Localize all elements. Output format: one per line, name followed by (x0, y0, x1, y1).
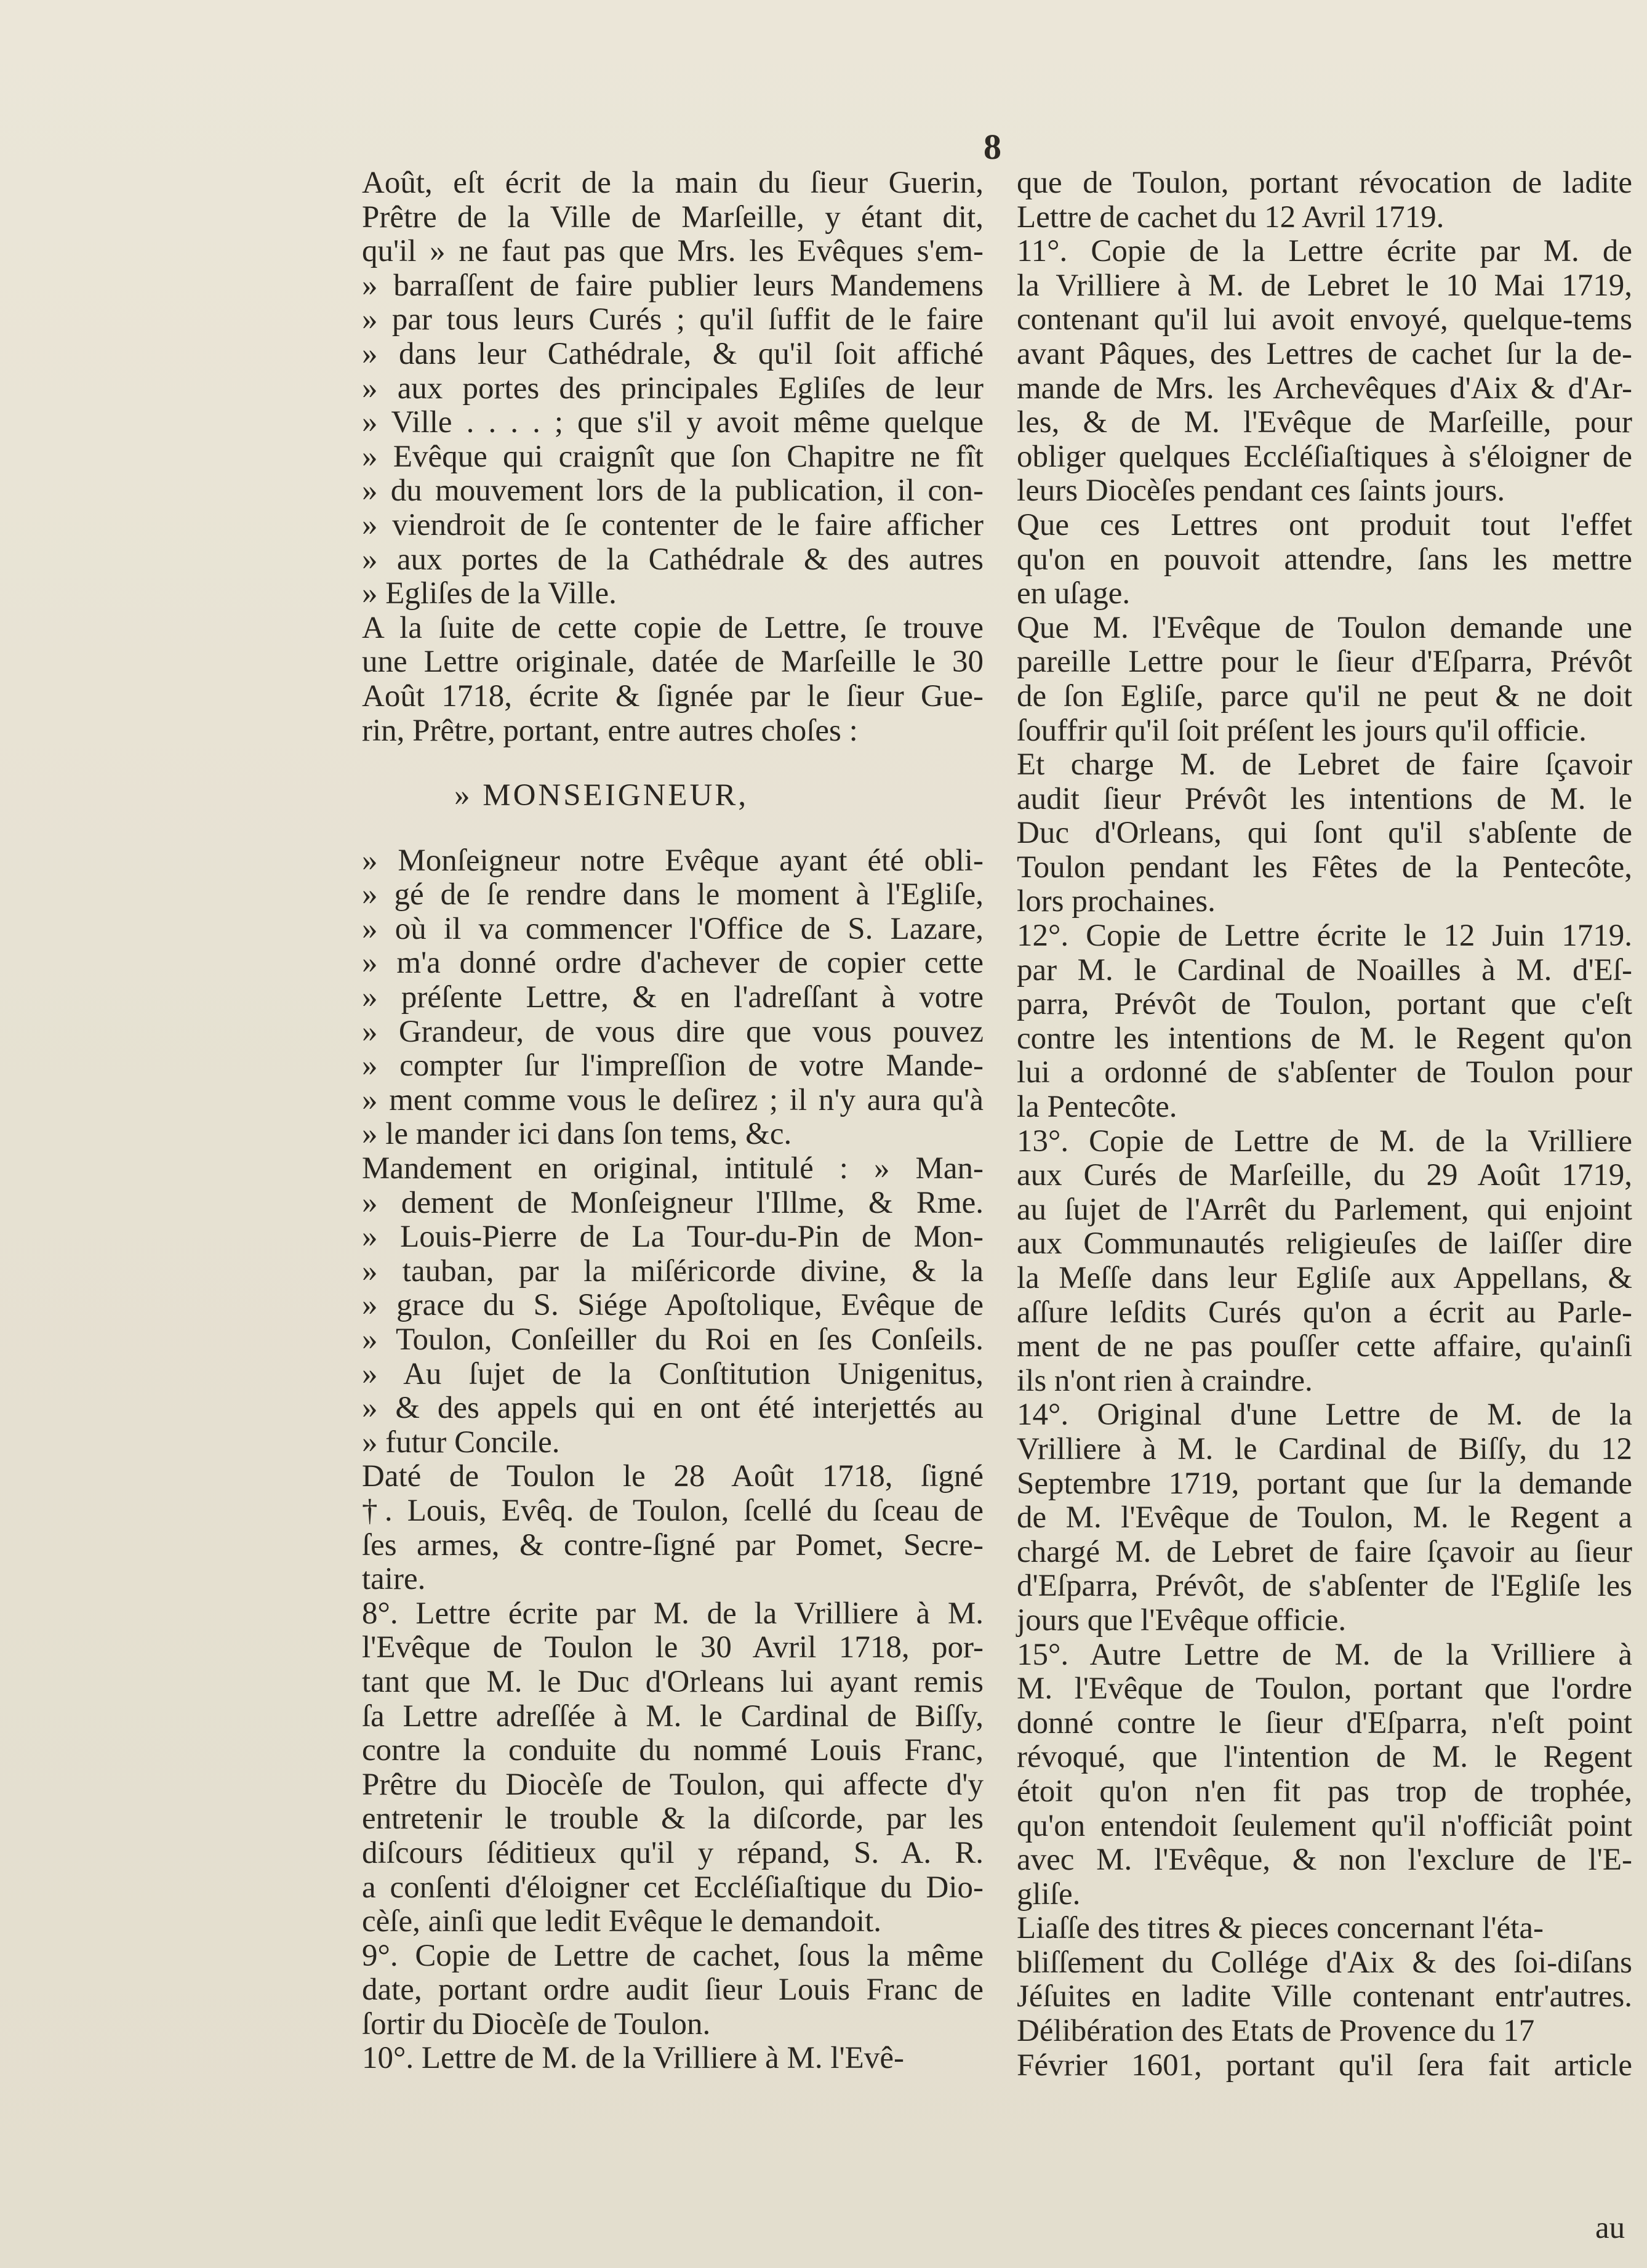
text-line: ſa Lettre adreſſée à M. le Cardinal de Biſſy, (362, 1699, 984, 1734)
text-line: †. Louis, Evêq. de Toulon, ſcellé du ſceau de (362, 1494, 984, 1528)
text-line: » Monſeigneur notre Evêque ayant été obli- (362, 843, 984, 878)
text-line: 15°. Autre Lettre de M. de la Vrilliere à (1017, 1638, 1632, 1672)
text-line: ment de ne pas pouſſer cette affaire, qu'ainſi (1017, 1330, 1632, 1364)
text-line: Toulon pendant les Fêtes de la Pentecôte, (1017, 850, 1632, 885)
text-line: Jéſuites en ladite Ville contenant entr'autres. (1017, 1980, 1632, 2014)
text-line: contre la conduite du nommé Louis Franc, (362, 1734, 984, 1768)
text-line: » Au ſujet de la Conſtitution Unigenitus, (362, 1357, 984, 1391)
text-line: avant Pâques, des Lettres de cachet ſur la de- (1017, 337, 1632, 371)
text-line: révoqué, que l'intention de M. le Regent (1017, 1740, 1632, 1775)
text-line: Vrilliere à M. le Cardinal de Biſſy, du 12 (1017, 1432, 1632, 1466)
text-line: Août, eſt écrit de la main du ſieur Guerin, (362, 166, 984, 200)
text-line: » aux portes des principales Egliſes de leur (362, 371, 984, 406)
right-column (1017, 166, 1632, 2083)
text-line: ſortir du Diocèſe de Toulon. (362, 2006, 711, 2041)
text-line: Prêtre de la Ville de Marſeille, y étant dit, (362, 200, 984, 235)
text-line: Duc d'Orleans, qui ſont qu'il s'abſente de (1017, 816, 1632, 851)
text-line: » compter ſur l'impreſſion de votre Mande- (362, 1049, 984, 1084)
text-line: par M. le Cardinal de Noailles à M. d'Eſ- (1017, 953, 1632, 987)
text-line: 8°. Lettre écrite par M. de la Vrilliere à M. (362, 1596, 984, 1631)
text-line: lors prochaines. (1017, 884, 1216, 919)
text-line: » dans leur Cathédrale, & qu'il ſoit affiché (362, 337, 984, 371)
text-line: de ſon Egliſe, parce qu'il ne peut & ne doit (1017, 679, 1632, 714)
text-line: aux Curés de Marſeille, du 29 Août 1719, (1017, 1159, 1632, 1193)
text-line: » où il va commencer l'Office de S. Lazare, (362, 912, 984, 946)
text-line: » Toulon, Conſeiller du Roi en ſes Conſeils. (362, 1323, 984, 1357)
text-line: » grace du S. Siége Apoſtolique, Evêque de (362, 1289, 984, 1323)
text-line: Lettre de cachet du 12 Avril 1719. (1017, 199, 1445, 235)
text-line: Et charge M. de Lebret de faire ſçavoir (1017, 748, 1632, 782)
text-line: » dement de Monſeigneur l'Illme, & Rme. (362, 1186, 984, 1220)
text-line: d'Eſparra, Prévôt, de s'abſenter de l'Egliſe les (1017, 1569, 1632, 1604)
text-line: cèſe, ainſi que ledit Evêque le demandoit. (362, 1904, 882, 1939)
catchword: au (1595, 2211, 1625, 2245)
text-line: » & des appels qui en ont été interjettés au (362, 1391, 984, 1426)
text-line: » Grandeur, de vous dire que vous pouvez (362, 1015, 984, 1049)
text-line: obliger quelques Eccléſiaſtiques à s'éloigner de (1017, 440, 1632, 474)
text-line: de M. l'Evêque de Toulon, M. le Regent a (1017, 1501, 1632, 1535)
text-line: date, portant ordre audit ſieur Louis Franc de (362, 1973, 984, 2008)
text-line: 12°. Copie de Lettre écrite le 12 Juin 1719. (1017, 919, 1632, 954)
text-line: Délibération des Etats de Provence du 17 (1017, 2014, 1535, 2049)
text-line: qu'on entendoit ſeulement qu'il n'officiât point (1017, 1809, 1632, 1843)
page-number: 8 (984, 127, 1001, 167)
text-line: audit ſieur Prévôt les intentions de M. le (1017, 782, 1632, 816)
text-line: la Meſſe dans leur Egliſe aux Appellans, & (1017, 1261, 1632, 1295)
text-line: entretenir le trouble & la diſcorde, par les (362, 1802, 984, 1836)
text-line: » futur Concile. (362, 1425, 560, 1460)
text-line: qu'on en pouvoit attendre, ſans les mettre (1017, 542, 1632, 577)
text-line: la Vrilliere à M. de Lebret le 10 Mai 1719, (1017, 268, 1632, 303)
text-line: leurs Diocèſes pendant ces ſaints jours. (1017, 473, 1505, 509)
text-line: bliſſement du Collége d'Aix & des ſoi-diſans (1017, 1945, 1632, 1980)
spacer (362, 813, 984, 844)
text-line: » préſente Lettre, & en l'adreſſant à votre (362, 981, 984, 1015)
text-line: 14°. Original d'une Lettre de M. de la (1017, 1398, 1632, 1433)
text-line: 13°. Copie de Lettre de M. de la Vrilliere (1017, 1124, 1632, 1159)
text-line: 9°. Copie de Lettre de cachet, ſous la même (362, 1939, 984, 1973)
text-line: parra, Prévôt de Toulon, portant que c'eſt (1017, 987, 1632, 1022)
text-line: aux Communautés religieuſes de laiſſer dire (1017, 1227, 1632, 1261)
text-line: contenant qu'il lui avoit envoyé, quelque-tems (1017, 303, 1632, 337)
text-line: » m'a donné ordre d'achever de copier cette (362, 946, 984, 981)
text-line: 11°. Copie de la Lettre écrite par M. de (1017, 235, 1632, 269)
text-line: avec M. l'Evêque, & non l'exclure de l'E- (1017, 1843, 1632, 1878)
text-line: que de Toulon, portant révocation de ladite (1017, 166, 1632, 200)
text-line: A la ſuite de cette copie de Lettre, ſe trouve (362, 611, 984, 645)
text-line: rin, Prêtre, portant, entre autres choſes : (362, 713, 858, 748)
text-line: » Egliſes de la Ville. (362, 576, 617, 611)
text-line: » le mander ici dans ſon tems, &c. (362, 1117, 792, 1152)
text-line: » gé de ſe rendre dans le moment à l'Egliſe, (362, 878, 984, 912)
text-line: les, & de M. l'Evêque de Marſeille, pour (1017, 406, 1632, 440)
text-line: aſſure leſdits Curés qu'on a écrit au Parle- (1017, 1295, 1632, 1330)
left-column (362, 166, 984, 2076)
text-line: M. l'Evêque de Toulon, portant que l'ordre (1017, 1672, 1632, 1707)
text-line: » viendroit de ſe contenter de le faire afficher (362, 508, 984, 542)
text-line: une Lettre originale, datée de Marſeille le 30 (362, 645, 984, 680)
text-line: en uſage. (1017, 576, 1131, 611)
text-line: » Evêque qui craignît que ſon Chapitre ne fît (362, 440, 984, 474)
text-line: pareille Lettre pour le ſieur d'Eſparra, Prévôt (1017, 645, 1632, 680)
text-line: chargé M. de Lebret de faire ſçavoir au ſieur (1017, 1535, 1632, 1569)
text-line: Septembre 1719, portant que ſur la demande (1017, 1466, 1632, 1501)
text-line: Prêtre du Diocèſe de Toulon, qui affecte d'y (362, 1767, 984, 1802)
text-line: taire. (362, 1562, 426, 1597)
spacer (362, 748, 984, 779)
text-line: Février 1601, portant qu'il ſera fait article (1017, 2048, 1632, 2083)
text-line: Daté de Toulon le 28 Août 1718, ſigné (362, 1460, 984, 1494)
text-line: Liaſſe des titres & pieces concernant l'éta- (1017, 1911, 1544, 1946)
text-line: qu'il » ne faut pas que Mrs. les Evêques s'em- (362, 235, 984, 269)
text-line: » barraſſent de faire publier leurs Mandemens (362, 268, 984, 303)
text-line: jours que l'Evêque officie. (1017, 1602, 1347, 1638)
text-line: Août 1718, écrite & ſignée par le ſieur Gue- (362, 679, 984, 714)
text-line: ſes armes, & contre-ſigné par Pomet, Secre- (362, 1528, 984, 1562)
text-line: » par tous leurs Curés ; qu'il ſuffit de le faire (362, 303, 984, 337)
text-line: 10°. Lettre de M. de la Vrilliere à M. l'Evê- (362, 2041, 904, 2076)
text-line: » aux portes de la Cathédrale & des autres (362, 542, 984, 577)
text-line: étoit qu'on n'en fit pas trop de trophée, (1017, 1774, 1632, 1809)
text-line: ſouffrir qu'il ſoit préſent les jours qu'il officie. (1017, 713, 1587, 748)
text-line: a conſenti d'éloigner cet Eccléſiaſtique du Dio- (362, 1870, 984, 1905)
text-line: Mandement en original, intitulé : » Man- (362, 1152, 984, 1186)
text-line: » Louis-Pierre de La Tour-du-Pin de Mon- (362, 1220, 984, 1255)
text-line: » du mouvement lors de la publication, il con- (362, 474, 984, 509)
text-line: la Pentecôte. (1017, 1090, 1177, 1125)
text-line: diſcours ſéditieux qu'il y répand, S. A. R. (362, 1836, 984, 1870)
text-line: gliſe. (1017, 1877, 1081, 1912)
text-line: » MONSEIGNEUR, (454, 778, 749, 813)
text-line: contre les intentions de M. le Regent qu'on (1017, 1021, 1632, 1056)
text-line: l'Evêque de Toulon le 30 Avril 1718, por- (362, 1631, 984, 1665)
text-line: tant que M. le Duc d'Orleans lui ayant remis (362, 1665, 984, 1699)
text-line: » Ville . . . . ; que s'il y avoit même quelque (362, 406, 984, 440)
text-line: au ſujet de l'Arrêt du Parlement, qui enjoint (1017, 1192, 1632, 1227)
text-line: lui a ordonné de s'abſenter de Toulon pour (1017, 1056, 1632, 1090)
text-line: ils n'ont rien à craindre. (1017, 1363, 1313, 1398)
text-line: » tauban, par la miſéricorde divine, & la (362, 1254, 984, 1289)
text-line: donné contre le ſieur d'Eſparra, n'eſt point (1017, 1706, 1632, 1740)
text-line: mande de Mrs. les Archevêques d'Aix & d'Ar- (1017, 371, 1632, 406)
text-line: Que ces Lettres ont produit tout l'effet (1017, 508, 1632, 542)
text-line: Que M. l'Evêque de Toulon demande une (1017, 611, 1632, 645)
text-line: » ment comme vous le deſirez ; il n'y aura qu'à (362, 1083, 984, 1117)
